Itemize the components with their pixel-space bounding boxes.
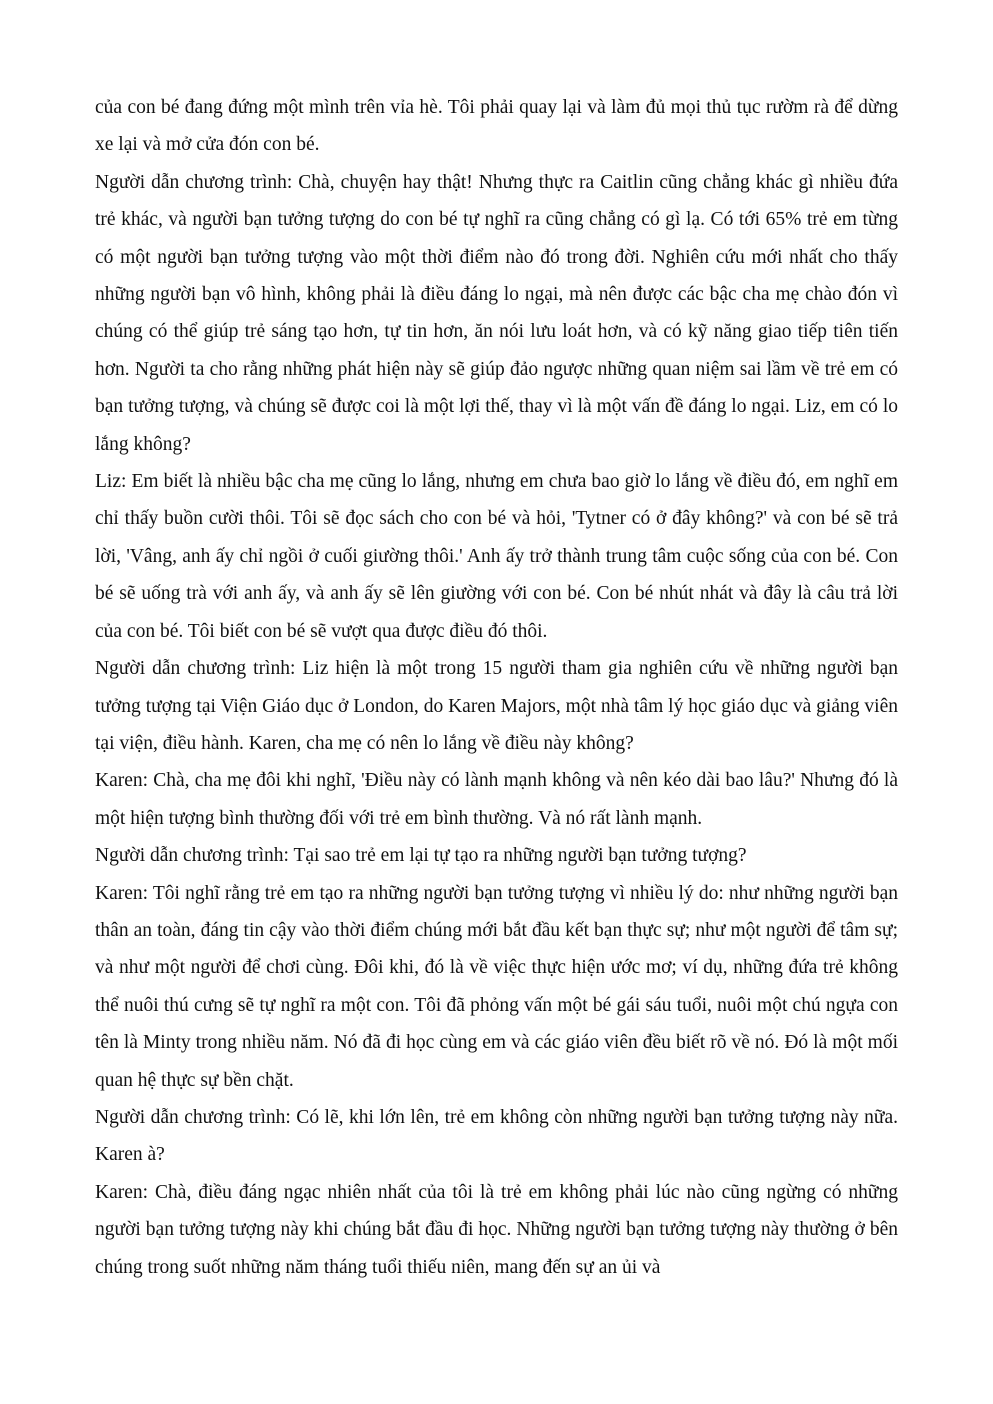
paragraph-continuation: của con bé đang đứng một mình trên vỉa hè. Tôi phải quay lại và làm đủ mọi thủ tục rườm rà để dừng xe lại và mở cửa đón con bé. [95, 97, 898, 156]
document-page [95, 89, 898, 1286]
paragraph-host-why: Người dẫn chương trình: Tại sao trẻ em lại tự tạo ra những người bạn tưởng tượng? [95, 845, 747, 867]
paragraph-host-growing-up: Người dẫn chương trình: Có lẽ, khi lớn lên, trẻ em không còn những người bạn tưởng tượng này nữa. Karen à? [95, 1106, 898, 1166]
paragraph-liz-answer: Liz: Em biết là nhiều bậc cha mẹ cũng lo lắng, nhưng em chưa bao giờ lo lắng về điều đó, em nghĩ em chỉ thấy buồn cười thôi. Tôi sẽ đọc sách cho con bé và hỏi, 'Tytner có ở đây không?' và con bé sẽ trả lời, 'Vâng, anh ấy chỉ ngồi ở cuối giường thôi.' Anh ấy trở thành trung tâm cuộc sống của con bé. Con bé sẽ uống trà với anh ấy, và anh ấy sẽ lên giường với con bé. Con bé nhút nhát và đây là câu trả lời của con bé. Tôi biết con bé sẽ vượt qua được điều đó thôi. [95, 471, 898, 642]
paragraph-karen-teenage: Karen: Chà, điều đáng ngạc nhiên nhất của tôi là trẻ em không phải lúc nào cũng ngừng có những người bạn tưởng tượng này khi chúng bắt đầu đi học. Những người bạn tưởng tượng này thường ở bên chúng trong suốt những năm tháng tuổi thiếu niên, mang đến sự an ủi và [95, 1181, 898, 1278]
paragraph-karen-healthy: Karen: Chà, cha mẹ đôi khi nghĩ, 'Điều này có lành mạnh không và nên kéo dài bao lâu?' Nhưng đó là một hiện tượng bình thường đối với trẻ em bình thường. Và nó rất lành mạnh. [95, 770, 898, 829]
paragraph-host-study: Người dẫn chương trình: Liz hiện là một trong 15 người tham gia nghiên cứu về những người bạn tưởng tượng tại Viện Giáo dục ở London, do Karen Majors, một nhà tâm lý học giáo dục và giảng viên tại viện, điều hành. Karen, cha mẹ có nên lo lắng về điều này không? [95, 658, 898, 754]
paragraph-karen-reasons: Karen: Tôi nghĩ rằng trẻ em tạo ra những người bạn tưởng tượng vì nhiều lý do: như những người bạn thân an toàn, đáng tin cậy vào thời điểm chúng mới bắt đầu kết bạn thực sự; như một người để tâm sự; và như một người để chơi cùng. Đôi khi, đó là về việc thực hiện ước mơ; ví dụ, những đứa trẻ không thể nuôi thú cưng sẽ tự nghĩ ra một con. Tôi đã phỏng vấn một bé gái sáu tuổi, nuôi một chú ngựa con tên là Minty trong nhiều năm. Nó đã đi học cùng em và các giáo viên đều biết rõ về nó. Đó là một mối quan hệ thực sự bền chặt. [95, 882, 898, 1091]
paragraph-host-intro: Người dẫn chương trình: Chà, chuyện hay thật! Nhưng thực ra Caitlin cũng chẳng khác gì nhiều đứa trẻ khác, và người bạn tưởng tượng do con bé tự nghĩ ra cũng chẳng có gì lạ. Có tới 65% trẻ em từng có một người bạn tưởng tượng vào một thời điểm nào đó trong đời. Nghiên cứu mới nhất cho thấy những người bạn vô hình, không phải là điều đáng lo ngại, mà nên được các bậc cha mẹ chào đón vì chúng có thể giúp trẻ sáng tạo hơn, tự tin hơn, ăn nói lưu loát hơn, và có kỹ năng giao tiếp tiên tiến hơn. Người ta cho rằng những phát hiện này sẽ giúp đảo ngược những quan niệm sai lầm về trẻ em có bạn tưởng tượng, và chúng sẽ được coi là một lợi thế, thay vì là một vấn đề đáng lo ngại. Liz, em có lo lắng không? [95, 171, 898, 455]
